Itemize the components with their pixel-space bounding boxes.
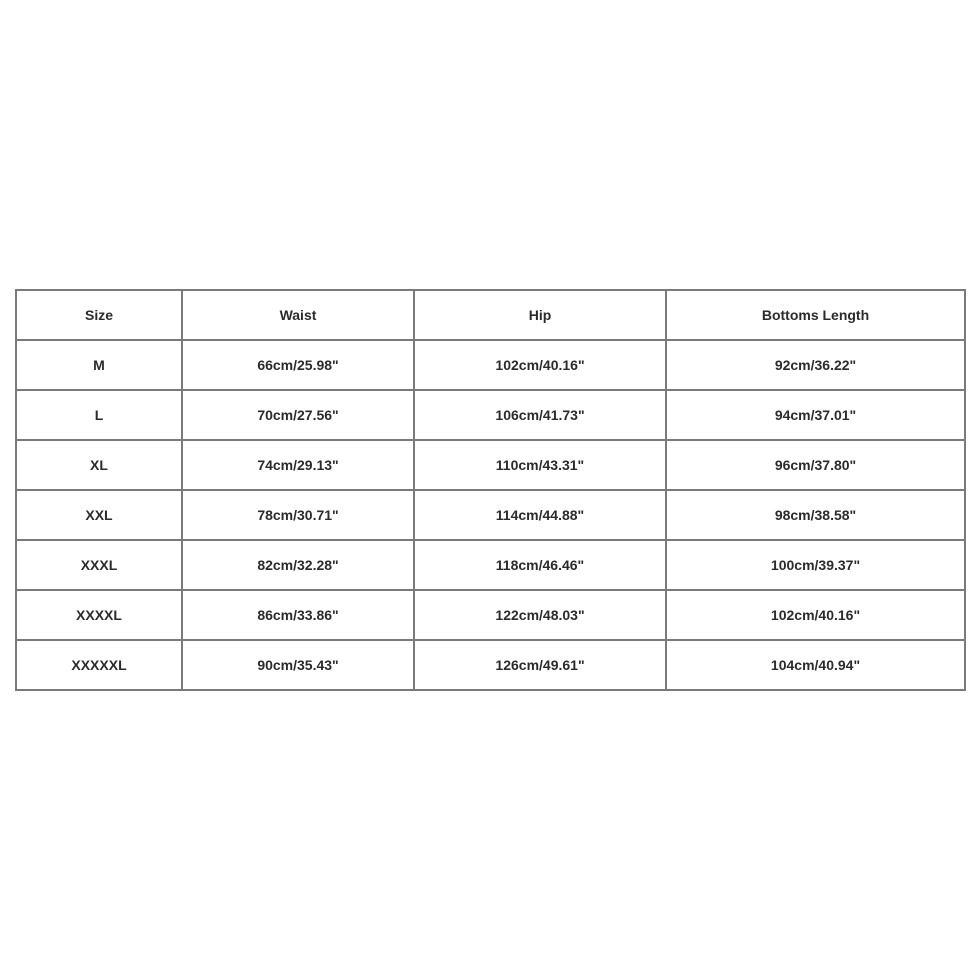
cell-size: M: [17, 341, 183, 391]
cell-waist: 70cm/27.56": [183, 391, 415, 441]
cell-size: XXXXXL: [17, 641, 183, 691]
cell-hip: 106cm/41.73": [415, 391, 667, 441]
cell-waist: 78cm/30.71": [183, 491, 415, 541]
cell-size: L: [17, 391, 183, 441]
cell-size: XXXXL: [17, 591, 183, 641]
cell-bottoms-length: 94cm/37.01": [667, 391, 966, 441]
cell-hip: 126cm/49.61": [415, 641, 667, 691]
cell-bottoms-length: 96cm/37.80": [667, 441, 966, 491]
cell-waist: 90cm/35.43": [183, 641, 415, 691]
cell-size: XXXL: [17, 541, 183, 591]
size-chart-table: [15, 289, 966, 691]
table-row: [17, 541, 966, 591]
cell-waist: 66cm/25.98": [183, 341, 415, 391]
table-row: [17, 641, 966, 691]
cell-hip: 118cm/46.46": [415, 541, 667, 591]
cell-size: XXL: [17, 491, 183, 541]
header-waist: Waist: [183, 291, 415, 341]
cell-size: XL: [17, 441, 183, 491]
header-row: [17, 291, 966, 341]
header-hip: Hip: [415, 291, 667, 341]
cell-bottoms-length: 104cm/40.94": [667, 641, 966, 691]
cell-hip: 110cm/43.31": [415, 441, 667, 491]
cell-hip: 102cm/40.16": [415, 341, 667, 391]
table-row: [17, 491, 966, 541]
cell-bottoms-length: 98cm/38.58": [667, 491, 966, 541]
cell-hip: 114cm/44.88": [415, 491, 667, 541]
table-row: [17, 341, 966, 391]
cell-bottoms-length: 100cm/39.37": [667, 541, 966, 591]
header-bottoms-length: Bottoms Length: [667, 291, 966, 341]
cell-bottoms-length: 92cm/36.22": [667, 341, 966, 391]
table-row: [17, 391, 966, 441]
cell-waist: 74cm/29.13": [183, 441, 415, 491]
header-size: Size: [17, 291, 183, 341]
cell-waist: 82cm/32.28": [183, 541, 415, 591]
table-row: [17, 441, 966, 491]
cell-bottoms-length: 102cm/40.16": [667, 591, 966, 641]
cell-waist: 86cm/33.86": [183, 591, 415, 641]
table-row: [17, 591, 966, 641]
cell-hip: 122cm/48.03": [415, 591, 667, 641]
